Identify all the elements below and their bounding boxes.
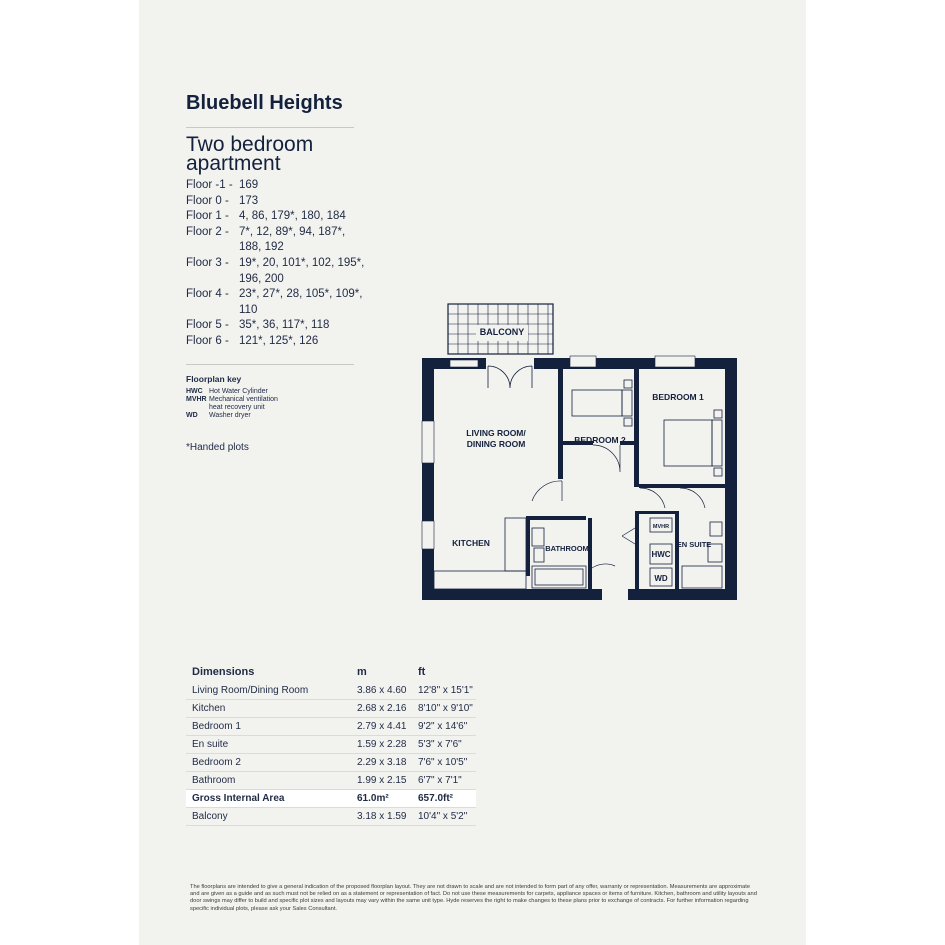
floor-row: Floor 1 - 4, 86, 179*, 180, 184 [186,210,346,223]
floor-row: Floor 2 - 7*, 12, 89*, 94, 187*, 188, 192 [186,225,346,254]
floor-row: Floor 0 - 173 [186,194,259,207]
floorplan-key-title: Floorplan key [186,374,242,384]
divider [186,127,354,128]
disclaimer-text: The floorplans are intended to give a general indication of the proposed floorplan layout. They are not drawn to scale and are not intended to form part of any offer, warranty or representation. Measurements are approximate and are given as a guide and as such must not be relied on as a statement or representation of fact. Do not use these measurements for carpets, appliance spaces or items of furniture. Kitchen, bathroom and utility layouts and door swings may differ to build and specific plot sizes and layouts may vary within the same unit type. Hyde reserves the right to make changes to these plans prior to exchange of contracts. For further information regarding specific individual plots, please ask your Sales Consultant. [190,884,757,912]
table-row: En suite 1.59 x 2.28 5'3" x 7'6" [186,736,476,754]
floor-row: Floor 4 - 23*, 27*, 28, 105*, 109*, 110 [186,288,363,316]
floor-row: Floor 6 - 121*, 125*, 126 [186,334,319,347]
floor-row: Floor 3 - 19*, 20, 101*, 102, 195*, 196, 200 [186,256,365,285]
key-item: MVHR Mechanical ventilation heat recovery unit [186,396,278,411]
table-row: Bedroom 1 2.79 x 4.41 9'2" x 14'6" [186,718,476,736]
divider [186,364,354,365]
bathroom-label: BATHROOM [545,544,589,553]
mvhr-label: MVHR [652,524,670,530]
table-header: Dimensions m ft [192,666,426,678]
en-suite-label: EN SUITE [676,540,712,549]
apartment-type: Two bedroom apartment [186,133,314,175]
kitchen-units [434,518,526,589]
floor-plot-list [186,178,367,350]
handed-plots-note: *Handed plots [186,442,249,453]
balcony-label: BALCONY [479,327,525,337]
table-row: Balcony 3.18 x 1.59 10'4" x 5'2" [186,808,476,826]
living-room-label: LIVING ROOM/ [466,428,526,438]
gross-internal-area-row: Gross Internal Area 61.0m² 657.0ft² [186,790,476,808]
floor-row: Floor -1 - 169 [186,179,259,191]
bedroom-2-label: BEDROOM 2 [574,435,626,445]
kitchen-label: KITCHEN [452,538,490,548]
dining-room-label: DINING ROOM [466,439,526,449]
key-item: WD Washer dryer [186,412,251,419]
floorplan-key [186,388,279,420]
bedroom-1-label: BEDROOM 1 [652,392,704,402]
floorplan-drawing [410,296,740,602]
table-row: Living Room/Dining Room 3.86 x 4.60 12'8" x 15'1" [186,682,476,700]
table-row: Bathroom 1.99 x 2.15 6'7" x 7'1" [186,772,476,790]
bathroom-fixtures [532,522,722,588]
balcony-door [486,358,534,388]
wd-label: WD [654,574,668,583]
table-row: Kitchen 2.68 x 2.16 8'10" x 9'10" [186,700,476,718]
hwc-label: HWC [651,550,671,559]
development-title: Bluebell Heights [186,92,343,114]
table-row: Bedroom 2 2.29 x 3.18 7'6" x 10'5" [186,754,476,772]
dimensions-table [186,664,476,826]
floor-row: Floor 5 - 35*, 36, 117*, 118 [186,319,330,332]
key-item: HWC Hot Water Cylinder [186,388,268,395]
